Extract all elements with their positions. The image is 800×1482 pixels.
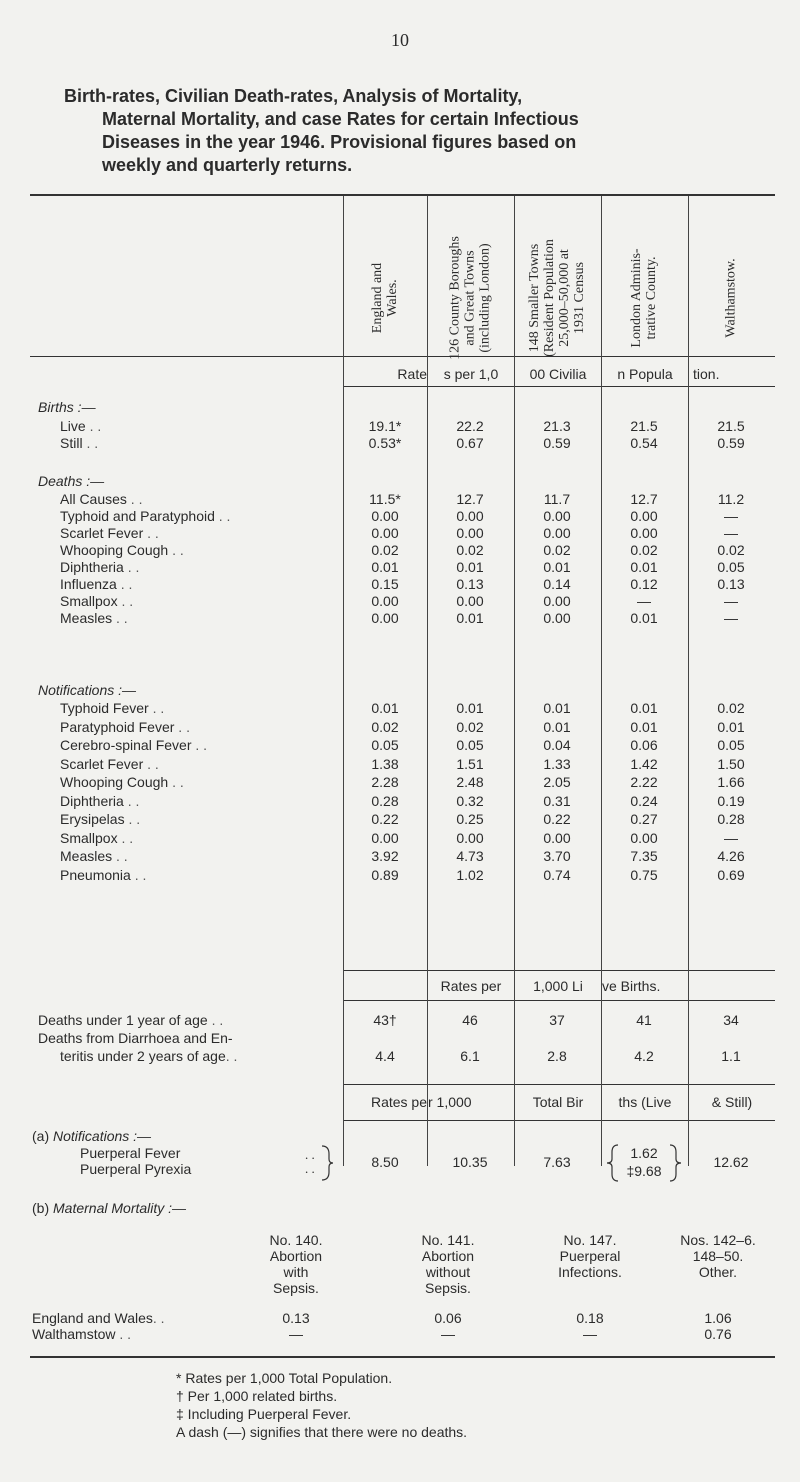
header-line: Sepsis.	[273, 1280, 319, 1296]
leader-dots: . .	[123, 559, 140, 575]
value-cell: 0.01	[371, 559, 399, 575]
maternal-column-header	[388, 1232, 508, 1296]
header-line: Sepsis.	[425, 1280, 471, 1296]
leader-dots: . .	[119, 1326, 132, 1342]
row-label	[32, 1326, 131, 1342]
footnote: A dash (—) signifies that there were no deaths.	[176, 1424, 468, 1440]
value-cell: 0.00	[371, 610, 399, 626]
row-label	[60, 1048, 237, 1064]
section-heading-maternal	[32, 1200, 186, 1216]
maternal-column-header	[236, 1232, 356, 1296]
value-cell: 0.00	[543, 829, 571, 846]
column-header-line: 25,000–50,000 at	[557, 249, 572, 347]
row-label	[60, 508, 230, 524]
column-divider	[514, 196, 515, 1166]
maternal-column-header	[530, 1232, 650, 1280]
value-cell: 0.02	[371, 542, 399, 558]
value-cell: 0.02	[717, 700, 745, 716]
value-cell: 0.05	[717, 737, 745, 753]
value-cell: —	[724, 525, 738, 541]
leader-dots: . .	[305, 1147, 315, 1162]
leader-dots: . .	[123, 792, 140, 809]
value-cell: 0.01	[371, 700, 399, 716]
value-cell: 0.15	[371, 576, 399, 592]
value-cell: 1.06	[704, 1310, 732, 1326]
header-line: No. 147.	[563, 1232, 617, 1248]
value-cell: 11.2	[717, 491, 745, 507]
leader-dots: . .	[168, 774, 184, 790]
value-cell: 0.76	[704, 1326, 732, 1342]
row-label	[80, 1161, 191, 1177]
value-cell: 0.69	[717, 866, 745, 883]
value-cell: 0.02	[630, 542, 658, 558]
value-cell: 0.01	[630, 718, 658, 735]
value-cell: 1.1	[721, 1048, 741, 1064]
value-cell: —	[724, 610, 738, 626]
title-line: weekly and quarterly returns.	[102, 155, 353, 175]
value-cell: 0.27	[630, 811, 658, 827]
row-label	[38, 1012, 223, 1028]
row-label	[60, 593, 133, 609]
value-cell: 12.7	[630, 491, 658, 507]
value-cell: 0.01	[543, 559, 571, 575]
value-cell: 0.31	[543, 792, 571, 809]
value-cell: 0.13	[717, 576, 745, 592]
value-cell: 21.5	[630, 418, 658, 434]
column-header-line: Walthamstow.	[723, 258, 739, 338]
title-line: Maternal Mortality, and case Rates for certain Infectious	[102, 109, 579, 129]
leader-dots: . .	[152, 1310, 165, 1326]
value-cell: 0.18	[576, 1310, 604, 1326]
section-prefix: (b)	[32, 1200, 50, 1216]
leader-dots: . .	[305, 1161, 315, 1176]
row-label	[60, 542, 184, 558]
section-heading-notifications: Notifications :—	[38, 682, 137, 698]
value-cell: 21.5	[717, 418, 745, 434]
leader-dots: . .	[174, 718, 190, 735]
unit-label: r 1,000	[428, 1094, 472, 1110]
value-cell: —	[724, 829, 738, 846]
value-cell: 0.74	[543, 866, 571, 883]
leader-dots: . .	[117, 593, 134, 609]
leader-dots: . .	[143, 525, 159, 541]
row-label-text: Measles	[60, 848, 113, 864]
column-divider	[601, 196, 602, 1166]
value-cell: 0.00	[630, 829, 658, 846]
value-cell: 0.00	[456, 508, 484, 524]
unit-label: Rate	[397, 366, 427, 382]
value-cell: 4.2	[634, 1048, 654, 1064]
row-label	[60, 737, 207, 753]
value-cell: 0.24	[630, 792, 658, 809]
value-cell: 0.00	[456, 593, 484, 609]
value-cell: —	[637, 593, 651, 609]
row-label-text: Still	[60, 435, 83, 451]
row-label	[60, 811, 140, 827]
row-label	[60, 793, 139, 809]
row-label	[60, 491, 142, 507]
value-cell: 0.01	[456, 559, 484, 575]
value-cell: 1.38	[371, 755, 399, 772]
infant-unit-rule	[343, 1000, 775, 1001]
row-label	[32, 1310, 165, 1326]
value-cell: 1.51	[456, 755, 484, 772]
leader-dots: . .	[112, 610, 128, 626]
row-label-text: Measles	[60, 610, 113, 626]
row-label	[60, 435, 98, 451]
row-label-text: Diphtheria	[60, 559, 124, 575]
leader-dots: . .	[82, 435, 99, 451]
row-label-text: Smallpox	[60, 829, 118, 846]
leader-dots: . .	[117, 829, 134, 846]
section-heading-text: Maternal Mortality :—	[53, 1200, 187, 1216]
unit-label: s per 1,0	[443, 366, 499, 382]
value-cell: 0.00	[371, 593, 399, 609]
row-label	[60, 525, 159, 541]
row-label: Deaths from Diarrhoea and En-	[38, 1030, 233, 1046]
column-divider	[343, 196, 344, 1166]
column-header-line: England and	[370, 262, 385, 334]
value-cell: 4.26	[717, 848, 745, 864]
row-label	[60, 848, 128, 864]
unit-label: 00 Civilia	[529, 366, 587, 382]
row-label-text: Scarlet Fever	[60, 525, 144, 541]
leader-dots: . .	[126, 491, 143, 507]
value-cell: 2.8	[547, 1048, 567, 1064]
value-cell: 0.00	[456, 525, 484, 541]
value-cell: 37	[549, 1012, 565, 1028]
value-cell: 1.62	[630, 1145, 658, 1161]
row-label-text: Whooping Cough	[60, 774, 169, 790]
header-line: Other.	[698, 1264, 738, 1280]
value-cell: 7.35	[630, 848, 658, 864]
section-heading-deaths: Deaths :—	[38, 473, 105, 489]
value-cell: 1.66	[717, 774, 745, 790]
column-divider	[427, 196, 428, 1166]
value-cell: 11.5*	[369, 491, 401, 507]
leader-dots: . .	[112, 848, 128, 864]
value-cell: 1.42	[630, 755, 658, 772]
row-label-text: Diphtheria	[60, 792, 124, 809]
value-cell: 0.12	[630, 576, 658, 592]
value-cell: 0.01	[717, 718, 745, 735]
value-cell: 6.1	[460, 1048, 480, 1064]
row-label-text: Puerperal Fever	[80, 1145, 181, 1161]
unit-label: & Still)	[711, 1094, 753, 1110]
value-cell: 12.7	[456, 491, 484, 507]
row-label	[60, 756, 159, 772]
puerperal-unit-rule	[343, 1120, 775, 1121]
unit-label: tion.	[693, 366, 720, 382]
value-cell: 0.59	[543, 435, 571, 451]
row-label-text: Paratyphoid Fever	[60, 718, 175, 735]
value-cell: 10.35	[452, 1154, 488, 1170]
value-cell: 0.00	[371, 508, 399, 524]
header-line: No. 141.	[421, 1232, 475, 1248]
row-label-text: All Causes	[60, 491, 127, 507]
column-header-line: London Adminis-	[629, 248, 644, 348]
value-cell: 8.50	[371, 1154, 399, 1170]
header-line: Infections.	[558, 1264, 622, 1280]
value-cell: 0.00	[543, 610, 571, 626]
row-label-text: England and Wales	[32, 1310, 153, 1326]
leader-dots: . .	[85, 418, 102, 434]
row-label-text: Typhoid Fever	[60, 700, 149, 716]
row-label-text: Erysipelas	[60, 811, 125, 827]
value-cell: —	[724, 593, 738, 609]
column-header-line: 148 Smaller Towns	[527, 243, 542, 353]
footnote: † Per 1,000 related births.	[176, 1388, 338, 1404]
row-label	[60, 700, 164, 716]
value-cell: 0.54	[630, 435, 658, 451]
header-line: Abortion	[421, 1248, 475, 1264]
value-cell: 0.05	[456, 737, 484, 753]
leader-dots: . .	[130, 866, 147, 883]
value-cell: —	[289, 1326, 303, 1342]
value-cell: 2.05	[543, 774, 571, 790]
row-label	[60, 867, 146, 883]
value-cell: 0.32	[456, 792, 484, 809]
value-cell: 0.67	[456, 435, 484, 451]
value-cell: 0.05	[371, 737, 399, 753]
row-label-text: Puerperal Pyrexia	[80, 1161, 192, 1177]
section-prefix: (a)	[32, 1128, 50, 1144]
value-cell: 46	[462, 1012, 478, 1028]
unit-label: Rates pe	[370, 1094, 427, 1110]
value-cell: 21.3	[543, 418, 571, 434]
header-line: Nos. 142–6.	[680, 1232, 756, 1248]
value-cell: 41	[636, 1012, 652, 1028]
unit-label: 1,000 Li	[533, 978, 583, 994]
unit-label: Total Bir	[532, 1094, 584, 1110]
value-cell: 43†	[373, 1012, 397, 1028]
unit-label: Rates per	[440, 978, 502, 994]
bottom-rule	[30, 1356, 775, 1358]
value-cell: 0.00	[630, 525, 658, 541]
row-label	[60, 774, 184, 790]
column-divider	[688, 196, 689, 1166]
value-cell: 0.01	[630, 700, 658, 716]
value-cell: 0.19	[717, 792, 745, 809]
value-cell: —	[583, 1326, 597, 1342]
value-cell: 0.06	[434, 1310, 462, 1326]
value-cell: —	[441, 1326, 455, 1342]
value-cell: 0.05	[717, 559, 745, 575]
value-cell: 0.01	[543, 700, 571, 716]
header-line: No. 140.	[269, 1232, 323, 1248]
column-header-line: Wales.	[385, 279, 400, 317]
value-cell: 2.22	[630, 774, 658, 790]
right-brace-icon	[320, 1144, 334, 1182]
unit-label: ths (Live	[618, 1094, 672, 1110]
header-line: Abortion	[269, 1248, 323, 1264]
value-cell: 0.13	[456, 576, 484, 592]
value-cell: 0.00	[371, 829, 399, 846]
infant-top-rule	[343, 970, 775, 971]
value-cell: 0.02	[456, 718, 484, 735]
value-cell: 3.70	[543, 848, 571, 864]
row-label	[60, 719, 190, 735]
value-cell: 0.00	[543, 525, 571, 541]
value-cell: 0.01	[456, 610, 484, 626]
row-label-text: Live	[60, 418, 86, 434]
value-cell: 0.59	[717, 435, 745, 451]
value-cell: 2.28	[371, 774, 399, 790]
leader-dots: . .	[116, 576, 133, 592]
row-label-text: Cerebro-spinal Fever	[60, 737, 192, 753]
value-cell: 0.02	[371, 718, 399, 735]
value-cell: 3.92	[371, 848, 399, 864]
leader-dots: . .	[124, 811, 141, 827]
value-cell: 0.06	[630, 737, 658, 753]
row-label	[60, 576, 132, 592]
title-line: Diseases in the year 1946. Provisional figures based on	[102, 132, 577, 152]
leader-dots: . .	[191, 737, 208, 753]
header-line: 148–50.	[692, 1248, 744, 1264]
row-label	[60, 830, 133, 846]
column-header-line: 126 County Boroughs	[447, 236, 463, 360]
leader-dots: . .	[168, 542, 184, 558]
value-cell: 0.25	[456, 811, 484, 827]
section-heading-text: Notifications :—	[53, 1128, 152, 1144]
value-cell: 0.14	[543, 576, 571, 592]
column-header-line: 1931 Census	[572, 262, 587, 334]
value-cell: 0.00	[456, 829, 484, 846]
value-cell: 0.01	[630, 559, 658, 575]
value-cell: 0.01	[543, 718, 571, 735]
row-label-text: Walthamstow	[32, 1326, 116, 1342]
value-cell: 0.00	[543, 508, 571, 524]
column-header-line: (Resident Population	[542, 239, 557, 357]
value-cell: 0.89	[371, 866, 399, 883]
column-header-line: trative County.	[644, 256, 659, 340]
value-cell: 1.33	[543, 755, 571, 772]
row-label-text: Typhoid and Paratyphoid	[60, 508, 215, 524]
value-cell: 11.7	[543, 491, 571, 507]
row-label-text: Smallpox	[60, 593, 118, 609]
row-label-text: Scarlet Fever	[60, 755, 144, 772]
value-cell: —	[724, 508, 738, 524]
value-cell: 0.00	[630, 508, 658, 524]
value-cell: 19.1*	[368, 418, 402, 434]
row-label-text: Whooping Cough	[60, 542, 169, 558]
row-label	[60, 610, 128, 626]
value-cell: 2.48	[456, 774, 484, 790]
column-header-line: (including London)	[477, 243, 493, 353]
value-cell: 22.2	[456, 418, 484, 434]
value-cell: 4.4	[375, 1048, 395, 1064]
section-heading-puerperal	[32, 1128, 151, 1144]
value-cell: 0.02	[543, 542, 571, 558]
leader-dots: . .	[143, 755, 159, 772]
value-cell: 0.28	[371, 792, 399, 809]
value-cell: 0.28	[717, 811, 745, 827]
title-line: Birth-rates, Civilian Death-rates, Analysis of Mortality,	[64, 86, 523, 106]
top-rule	[30, 194, 775, 196]
value-cell: 0.00	[543, 593, 571, 609]
page-number: 10	[391, 30, 409, 50]
value-cell: 4.73	[456, 848, 484, 864]
section-heading-births: Births :—	[38, 399, 96, 415]
header-line: Puerperal	[559, 1248, 621, 1264]
leader-dots: . .	[211, 1012, 224, 1028]
row-label-text: teritis under 2 years of age	[60, 1048, 226, 1064]
value-cell: 0.00	[371, 525, 399, 541]
leader-dots: . .	[214, 508, 231, 524]
value-cell: 0.75	[630, 866, 658, 883]
unit-label: ve Births.	[602, 978, 661, 994]
value-cell: 7.63	[543, 1154, 571, 1170]
header-line: with	[283, 1264, 309, 1280]
row-label-text: Deaths under 1 year of age	[38, 1012, 208, 1028]
value-cell: 0.22	[371, 811, 399, 827]
page-title	[64, 85, 754, 177]
footnote: * Rates per 1,000 Total Population.	[176, 1370, 393, 1386]
row-label-text: Pneumonia	[60, 866, 131, 883]
value-cell: 34	[723, 1012, 739, 1028]
value-cell: 0.01	[456, 700, 484, 716]
value-cell: 1.02	[456, 866, 484, 883]
leader-dots: . .	[225, 1048, 238, 1064]
value-cell: 0.04	[543, 737, 571, 753]
puerperal-top-rule	[343, 1084, 775, 1085]
row-label	[60, 418, 101, 434]
column-header-line: and Great Towns	[462, 250, 478, 346]
value-cell: ‡9.68	[626, 1163, 662, 1179]
unit-label: n Popula	[617, 366, 673, 382]
row-label-text: Influenza	[60, 576, 117, 592]
value-cell: 0.22	[543, 811, 571, 827]
maternal-column-header	[658, 1232, 778, 1280]
value-cell: 0.13	[282, 1310, 310, 1326]
row-label	[60, 559, 139, 575]
footnote: ‡ Including Puerperal Fever.	[176, 1406, 352, 1422]
row-label	[80, 1145, 180, 1161]
value-cell: 0.02	[717, 542, 745, 558]
value-cell: 0.02	[456, 542, 484, 558]
value-cell: 12.62	[713, 1154, 749, 1170]
value-cell: 1.50	[717, 755, 745, 772]
leader-dots: . .	[148, 700, 165, 716]
value-cell: 0.53*	[368, 435, 402, 451]
value-cell: 0.01	[630, 610, 658, 626]
header-line: without	[425, 1264, 471, 1280]
